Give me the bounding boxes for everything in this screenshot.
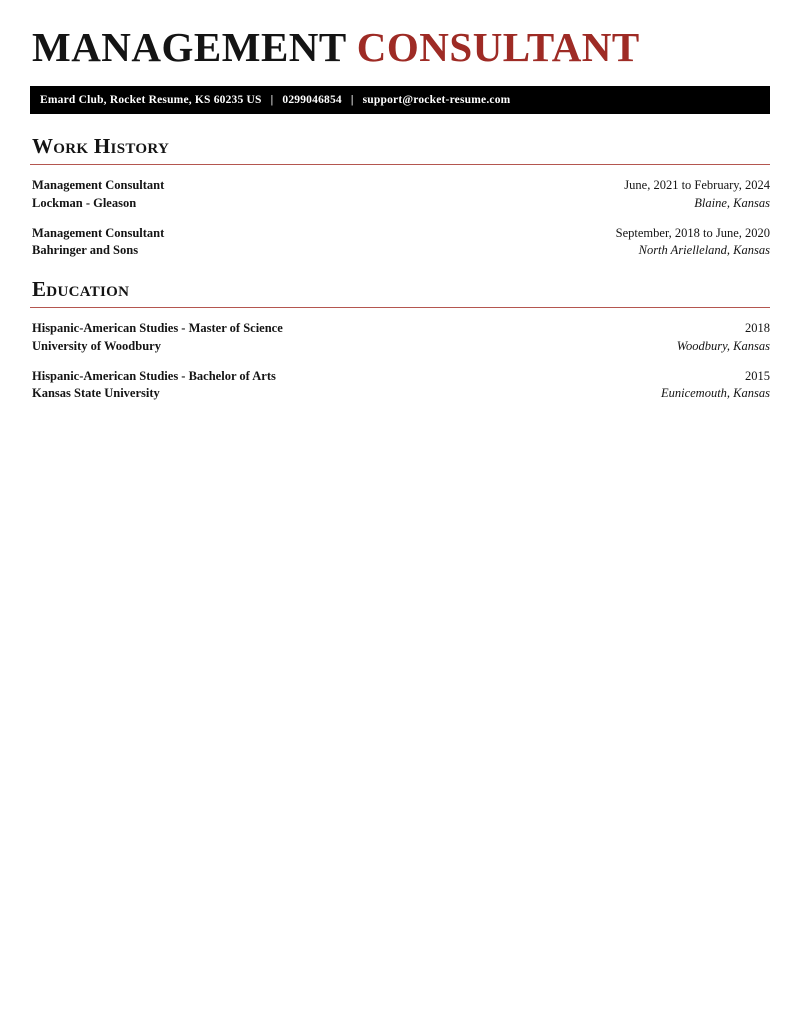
education-location: Woodbury, Kansas xyxy=(676,338,770,353)
section-education xyxy=(30,279,770,403)
education-entry-row-primary xyxy=(30,320,770,338)
education-school: University of Woodbury xyxy=(32,338,161,353)
education-location: Eunicemouth, Kansas xyxy=(660,386,770,401)
work-location: North Arielleland, Kansas xyxy=(638,243,770,258)
education-entry-row-secondary xyxy=(30,338,770,356)
work-entry-row-secondary xyxy=(30,242,770,260)
work-entry-row-primary xyxy=(30,177,770,195)
page-title xyxy=(32,26,770,69)
education-entry xyxy=(30,320,770,356)
contact-separator-1: | xyxy=(270,94,274,107)
work-company: Lockman - Gleason xyxy=(32,195,137,210)
contact-address: Emard Club, Rocket Resume, KS 60235 US xyxy=(40,94,262,107)
contact-separator-2: | xyxy=(350,94,354,107)
education-degree: Hispanic-American Studies - Master of Science xyxy=(32,321,283,336)
education-year: 2018 xyxy=(745,321,770,336)
education-year: 2015 xyxy=(745,368,770,383)
work-entry-row-secondary xyxy=(30,195,770,213)
education-school: Kansas State University xyxy=(32,386,160,401)
work-company: Bahringer and Sons xyxy=(32,243,139,258)
work-dates: June, 2021 to February, 2024 xyxy=(624,178,770,193)
section-divider xyxy=(30,307,770,308)
work-entry xyxy=(30,177,770,213)
education-entry-row-primary xyxy=(30,368,770,386)
education-entry xyxy=(30,368,770,404)
section-work-history xyxy=(30,136,770,260)
work-location: Blaine, Kansas xyxy=(694,195,770,210)
contact-bar xyxy=(30,86,770,114)
education-degree: Hispanic-American Studies - Bachelor of Arts xyxy=(32,368,276,383)
section-divider xyxy=(30,164,770,165)
section-title-work-history: Work History xyxy=(32,134,170,159)
name-last: CONSULTANT xyxy=(356,24,640,70)
section-title-education: Education xyxy=(32,277,130,302)
name-first: MANAGEMENT xyxy=(32,24,347,70)
education-entry-row-secondary xyxy=(30,385,770,403)
contact-email[interactable]: support@rocket-resume.com xyxy=(362,94,511,107)
work-job-title: Management Consultant xyxy=(32,225,165,240)
contact-phone: 0299046854 xyxy=(282,94,342,107)
work-dates: September, 2018 to June, 2020 xyxy=(615,225,770,240)
work-entry-row-primary xyxy=(30,225,770,243)
work-entry xyxy=(30,225,770,261)
work-job-title: Management Consultant xyxy=(32,178,165,193)
